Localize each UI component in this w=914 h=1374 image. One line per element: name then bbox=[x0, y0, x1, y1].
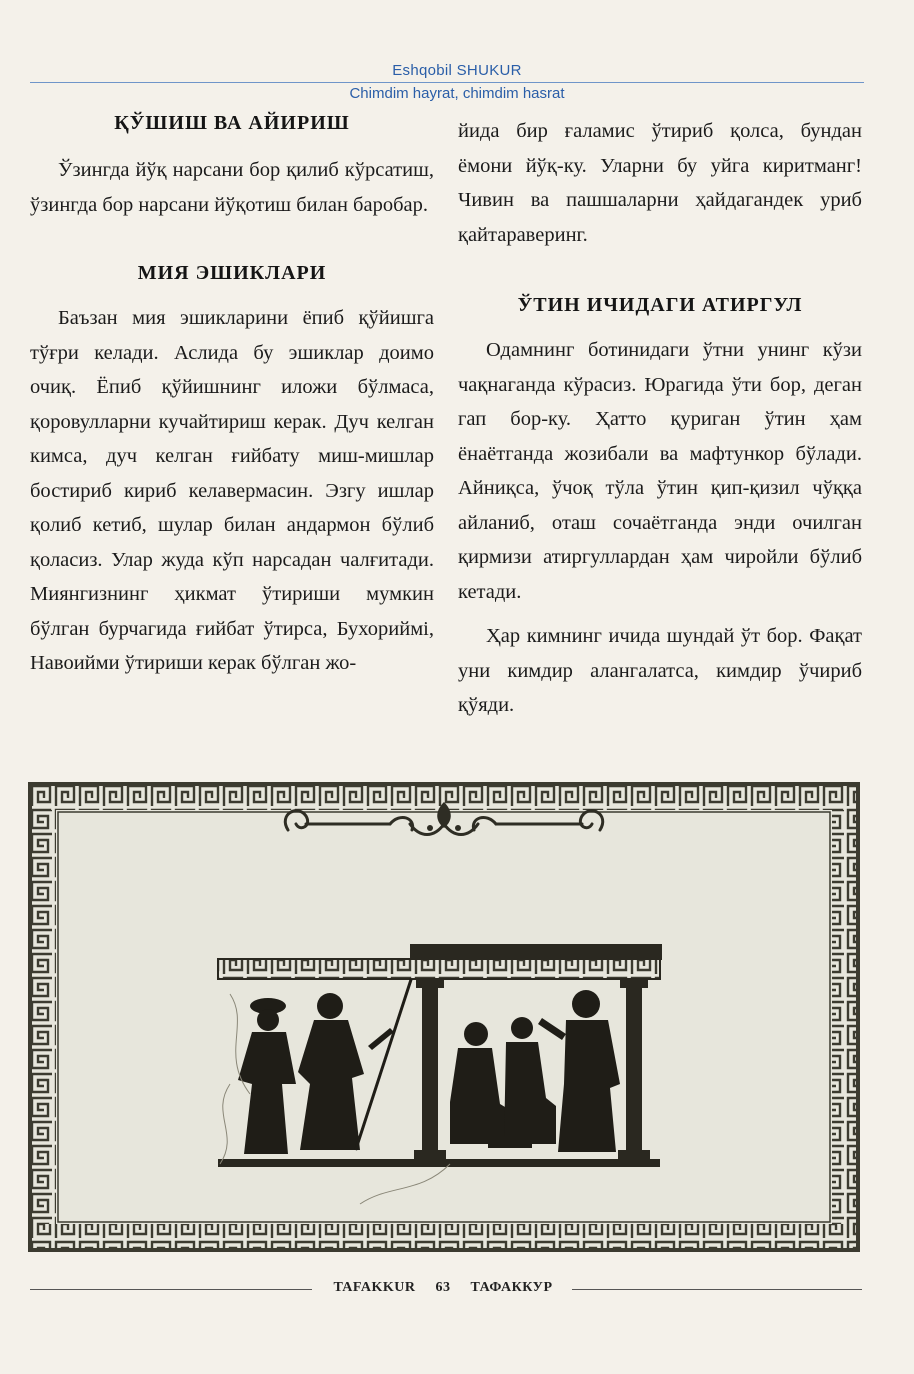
section-heading-addition: ҚЎШИШ ВА АЙИРИШ bbox=[114, 112, 350, 134]
paragraph-rose: Одамнинг ботинидаги ўтни унинг кўзи чақнаганда кўрасиз. Юрагида ўти бор, деган гап бор-ку. Ҳатто қуриган ўтин ҳам ёнаётганда жозибали ва мафтункор бўлади. Айниқса, ўчоқ тўла ўтин қип-қизил чўққа айланиб, оташ сочаётганда энди очилган қирмизи атиргуллардан ҳам чиройли бўлиб кетади. bbox=[458, 339, 862, 603]
header-author: Eshqobil SHUKUR bbox=[392, 62, 522, 79]
section-heading-rose: ЎТИН ИЧИДАГИ АТИРГУЛ bbox=[517, 294, 803, 316]
page-number: 63 bbox=[435, 1280, 451, 1295]
header-rule bbox=[30, 82, 864, 83]
page-footer bbox=[0, 1276, 914, 1306]
footer-text bbox=[318, 1280, 568, 1296]
illustration-frame bbox=[28, 782, 860, 1252]
footer-journal-cyrillic: ТАФАККУР bbox=[470, 1280, 553, 1295]
paragraph-mind-doors: Баъзан мия эшикларини ёпиб қўйишга тўғри келади. Аслида бу эшиклар доимо очиқ. Ёпиб қўйишнинг иложи бўлмаса, қоровулларни кучайтириш керак. Дуч келган кимса, дуч келган ғийбату миш-мишлар бостириб кириб келавермасин. Эзгу ишлар қолиб кетиб, шулар билан андармон бўлиб қоласиз. Улар жуда кўп нарсадан чалғитади. Миянгизнинг ҳикмат ўтириши мумкин бўлган бурчагида ғийбат ўтирса, Бухориймi, Навоийми ўтириши керак бўлган жо- bbox=[30, 307, 434, 674]
paragraph-continuation: йида бир ғаламис ўтириб қолса, бундан ёмони йўқ-ку. Уларни бу уйга киритманг! Чивин ва пашшаларни ҳайдагандек уриб қайтараверинг. bbox=[458, 120, 862, 246]
section-heading-mind-doors: МИЯ ЭШИКЛАРИ bbox=[137, 262, 327, 284]
paragraph-addition: Ўзингда йўқ нарсани бор қилиб кўрсатиш, ўзингда бор нарсани йўқотиш билан баробар. bbox=[30, 159, 434, 216]
footer-journal-latin: TAFAKKUR bbox=[333, 1280, 416, 1295]
footer-rule-left bbox=[30, 1289, 312, 1290]
paragraph-fire: Ҳар кимнинг ичида шундай ўт бор. Фақат уни кимдир алангалатса, кимдир ўчириб қўяди. bbox=[458, 625, 862, 716]
right-column bbox=[458, 112, 862, 723]
greek-key-border bbox=[30, 784, 858, 1250]
header-title: Chimdim hayrat, chimdim hasrat bbox=[349, 85, 565, 102]
footer-rule-right bbox=[572, 1289, 862, 1290]
left-column bbox=[30, 112, 434, 681]
